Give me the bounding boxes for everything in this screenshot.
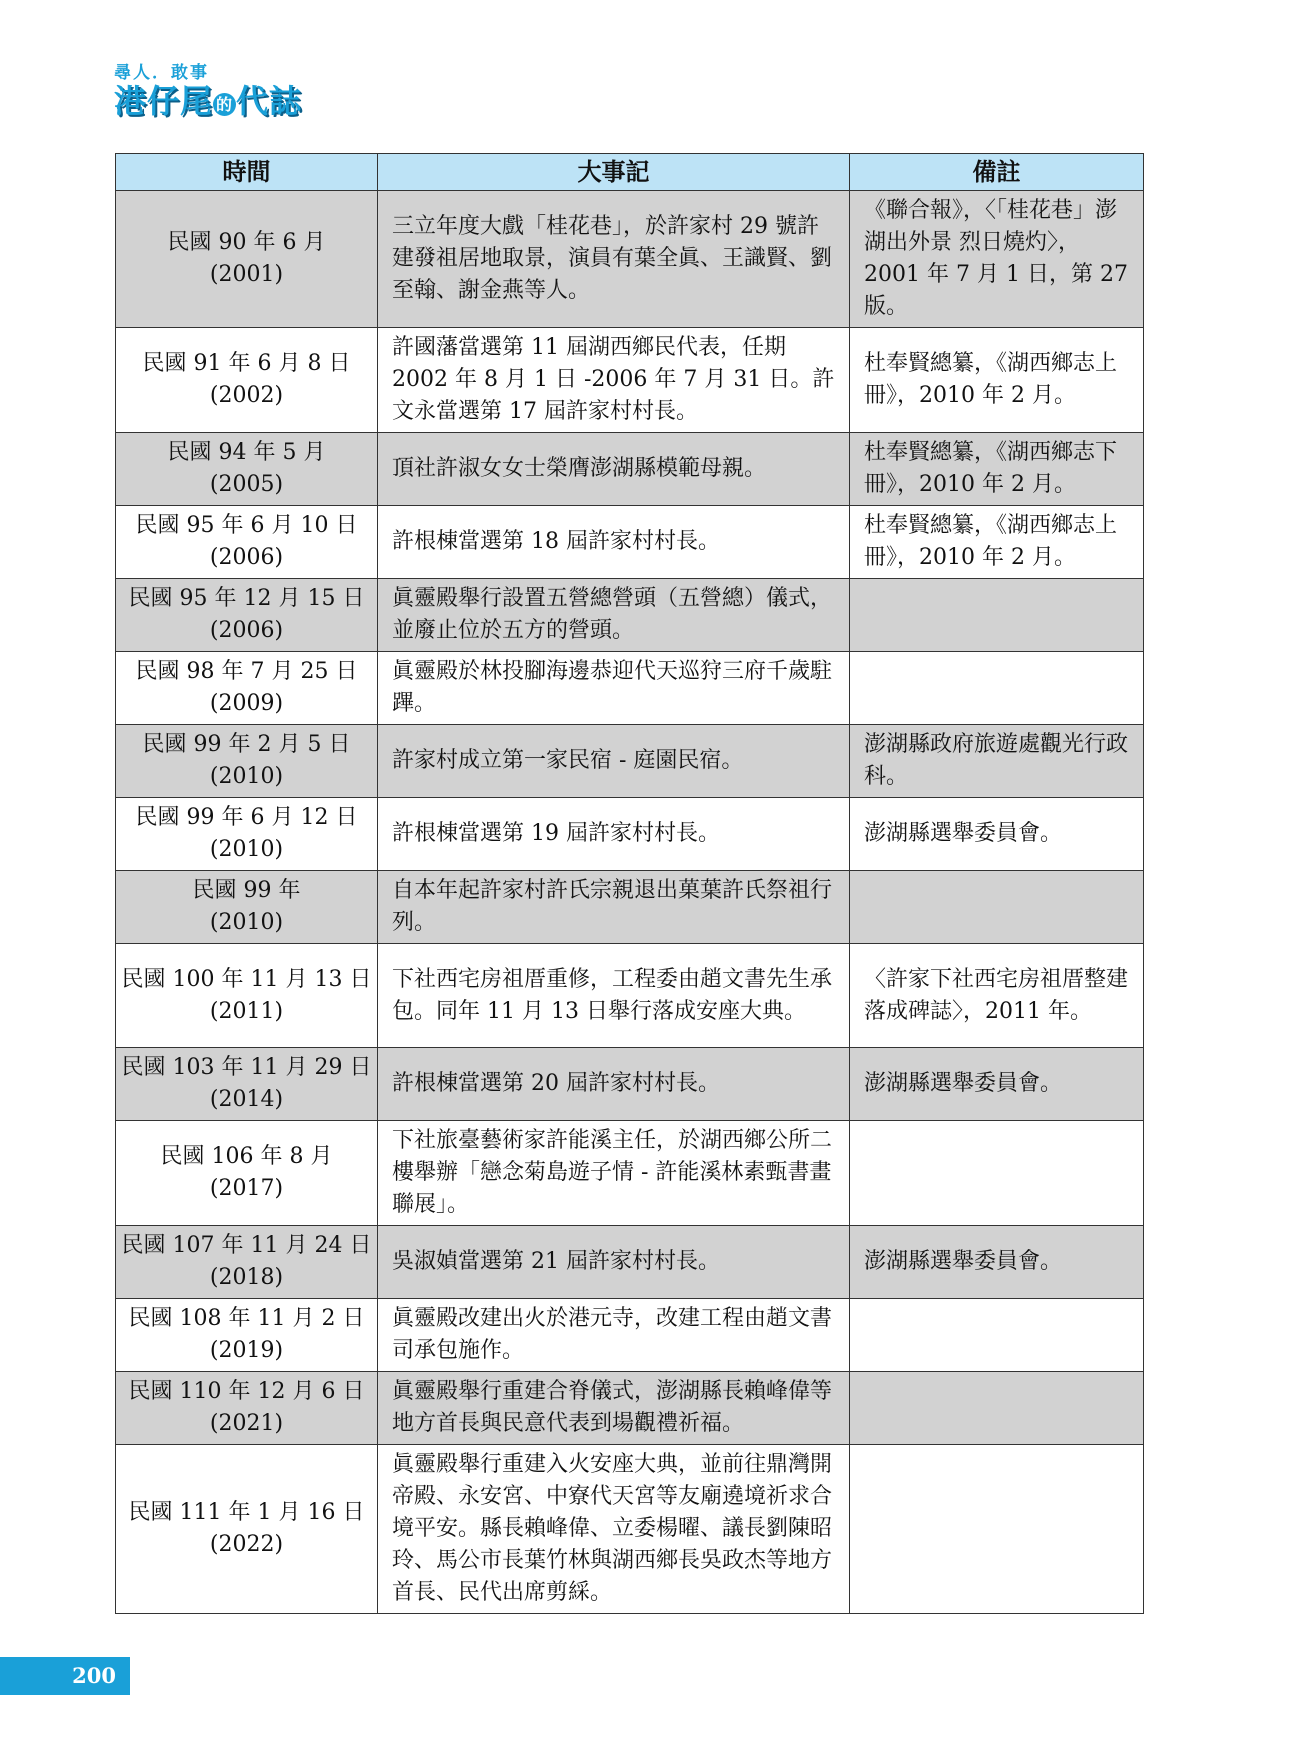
time-cell — [116, 191, 378, 328]
time-cell — [116, 1048, 378, 1121]
event-cell: 下社西宅房祖厝重修，工程委由趙文書先生承包。同年 11 月 13 日舉行落成安座大典。 — [378, 944, 850, 1048]
year-text: (2010) — [209, 837, 284, 862]
date-text: 民國 108 年 11 月 2 日 — [128, 1306, 365, 1331]
event-cell: 許家村成立第一家民宿 - 庭園民宿。 — [378, 725, 850, 798]
table-row — [116, 579, 1144, 652]
time-cell — [116, 1121, 378, 1226]
year-text: (2001) — [209, 262, 284, 287]
table-row — [116, 725, 1144, 798]
note-cell: 澎湖縣選舉委員會。 — [850, 1226, 1144, 1299]
year-text: (2006) — [209, 618, 284, 643]
year-text: (2005) — [209, 472, 284, 497]
date-text: 民國 91 年 6 月 8 日 — [142, 351, 351, 376]
time-cell — [116, 798, 378, 871]
event-cell: 許根棟當選第 20 屆許家村村長。 — [378, 1048, 850, 1121]
date-text: 民國 95 年 12 月 15 日 — [128, 586, 365, 611]
event-cell: 許國藩當選第 11 屆湖西鄉民代表，任期 2002 年 8 月 1 日 -2006 年 7 月 31 日。許文永當選第 17 屆許家村村長。 — [378, 328, 850, 433]
note-cell — [850, 1372, 1144, 1445]
year-text: (2010) — [209, 910, 284, 935]
year-text: (2017) — [209, 1176, 284, 1201]
table-row — [116, 1121, 1144, 1226]
note-cell — [850, 1121, 1144, 1226]
table-row — [116, 1372, 1144, 1445]
table-row — [116, 1226, 1144, 1299]
note-cell: 澎湖縣選舉委員會。 — [850, 1048, 1144, 1121]
time-cell — [116, 725, 378, 798]
table-row — [116, 944, 1144, 1048]
event-cell: 頂社許淑女女士榮膺澎湖縣模範母親。 — [378, 433, 850, 506]
event-cell: 三立年度大戲「桂花巷」，於許家村 29 號許建發祖居地取景，演員有葉全眞、王識賢、劉至翰、謝金燕等人。 — [378, 191, 850, 328]
table-row — [116, 798, 1144, 871]
date-text: 民國 111 年 1 月 16 日 — [128, 1500, 365, 1525]
table-header-row — [116, 154, 1144, 191]
year-text: (2021) — [209, 1411, 284, 1436]
time-cell — [116, 328, 378, 433]
table-row — [116, 328, 1144, 433]
note-cell — [850, 652, 1144, 725]
event-cell: 眞靈殿舉行重建合脊儀式，澎湖縣長賴峰偉等地方首長與民意代表到場觀禮祈福。 — [378, 1372, 850, 1445]
table-row — [116, 433, 1144, 506]
year-text: (2006) — [209, 545, 284, 570]
event-cell: 眞靈殿舉行重建入火安座大典，並前往鼎灣開帝殿、永安宮、中寮代天宮等友廟遶境祈求合境平安。縣長賴峰偉、立委楊曜、議長劉陳昭玲、馬公市長葉竹林與湖西鄉長吳政杰等地方首長、民代出席剪綵。 — [378, 1445, 850, 1614]
time-cell — [116, 506, 378, 579]
date-text: 民國 99 年 2 月 5 日 — [142, 732, 351, 757]
note-cell: 澎湖縣政府旅遊處觀光行政科。 — [850, 725, 1144, 798]
date-text: 民國 110 年 12 月 6 日 — [128, 1379, 365, 1404]
table-row — [116, 652, 1144, 725]
logo-title-part-a: 港仔尾 — [114, 82, 214, 120]
note-cell — [850, 579, 1144, 652]
table-row — [116, 1299, 1144, 1372]
date-text: 民國 99 年 — [192, 878, 301, 903]
table-row — [116, 1445, 1144, 1614]
page-number: 200 — [0, 1657, 130, 1695]
event-cell: 眞靈殿於林投腳海邊恭迎代天巡狩三府千歲駐蹕。 — [378, 652, 850, 725]
year-text: (2010) — [209, 764, 284, 789]
events-table — [115, 153, 1144, 1614]
table-row — [116, 871, 1144, 944]
table-row — [116, 506, 1144, 579]
table-row — [116, 1048, 1144, 1121]
note-cell: 《聯合報》，〈「桂花巷」澎湖出外景 烈日燒灼〉，2001 年 7 月 1 日，第 27 版。 — [850, 191, 1144, 328]
note-cell: 杜奉賢總纂，《湖西鄉志上冊》，2010 年 2 月。 — [850, 328, 1144, 433]
note-cell: 杜奉賢總纂，《湖西鄉志上冊》，2010 年 2 月。 — [850, 506, 1144, 579]
event-cell: 自本年起許家村許氏宗親退出菓葉許氏祭祖行列。 — [378, 871, 850, 944]
date-text: 民國 100 年 11 月 13 日 — [121, 966, 372, 992]
time-cell — [116, 1445, 378, 1614]
date-text: 民國 103 年 11 月 29 日 — [121, 1055, 372, 1080]
time-cell — [116, 652, 378, 725]
year-text: (2002) — [209, 383, 284, 408]
publication-logo — [114, 58, 384, 118]
time-cell — [116, 871, 378, 944]
column-header-note: 備註 — [850, 154, 1144, 191]
column-header-time: 時間 — [116, 154, 378, 191]
event-cell: 許根棟當選第 18 屆許家村村長。 — [378, 506, 850, 579]
note-cell: 杜奉賢總纂，《湖西鄉志下冊》，2010 年 2 月。 — [850, 433, 1144, 506]
date-text: 民國 95 年 6 月 10 日 — [135, 513, 358, 538]
note-cell — [850, 1445, 1144, 1614]
time-cell — [116, 944, 378, 1048]
date-text: 民國 107 年 11 月 24 日 — [121, 1233, 372, 1258]
year-text: (2011) — [209, 998, 284, 1024]
note-cell — [850, 871, 1144, 944]
date-text: 民國 90 年 6 月 — [167, 230, 326, 255]
time-cell — [116, 1226, 378, 1299]
logo-title — [114, 76, 302, 122]
time-cell — [116, 1372, 378, 1445]
column-header-event: 大事記 — [378, 154, 850, 191]
note-cell: 澎湖縣選舉委員會。 — [850, 798, 1144, 871]
time-cell — [116, 1299, 378, 1372]
event-cell: 眞靈殿改建出火於港元寺，改建工程由趙文書司承包施作。 — [378, 1299, 850, 1372]
year-text: (2014) — [209, 1087, 284, 1112]
date-text: 民國 98 年 7 月 25 日 — [135, 659, 358, 684]
date-text: 民國 106 年 8 月 — [160, 1144, 333, 1169]
note-cell — [850, 1299, 1144, 1372]
time-cell — [116, 433, 378, 506]
table-row — [116, 191, 1144, 328]
date-text: 民國 99 年 6 月 12 日 — [135, 805, 358, 830]
date-text: 民國 94 年 5 月 — [167, 440, 326, 465]
event-cell: 眞靈殿舉行設置五營總營頭（五營總）儀式，並廢止位於五方的營頭。 — [378, 579, 850, 652]
event-cell: 下社旅臺藝術家許能溪主任，於湖西鄉公所二樓舉辦「戀念菊島遊子情 - 許能溪林素甄書畫聯展」。 — [378, 1121, 850, 1226]
note-cell: 〈許家下社西宅房祖厝整建落成碑誌〉，2011 年。 — [850, 944, 1144, 1048]
event-cell: 吳淑媜當選第 21 屆許家村村長。 — [378, 1226, 850, 1299]
logo-title-part-b: 代誌 — [236, 82, 303, 120]
time-cell — [116, 579, 378, 652]
year-text: (2019) — [209, 1338, 284, 1363]
event-cell: 許根棟當選第 19 屆許家村村長。 — [378, 798, 850, 871]
year-text: (2009) — [209, 691, 284, 716]
year-text: (2018) — [209, 1265, 284, 1290]
logo-title-particle: 的 — [213, 93, 236, 116]
logo-subtitle: 尋人．敢事 — [114, 63, 209, 83]
year-text: (2022) — [209, 1532, 284, 1557]
